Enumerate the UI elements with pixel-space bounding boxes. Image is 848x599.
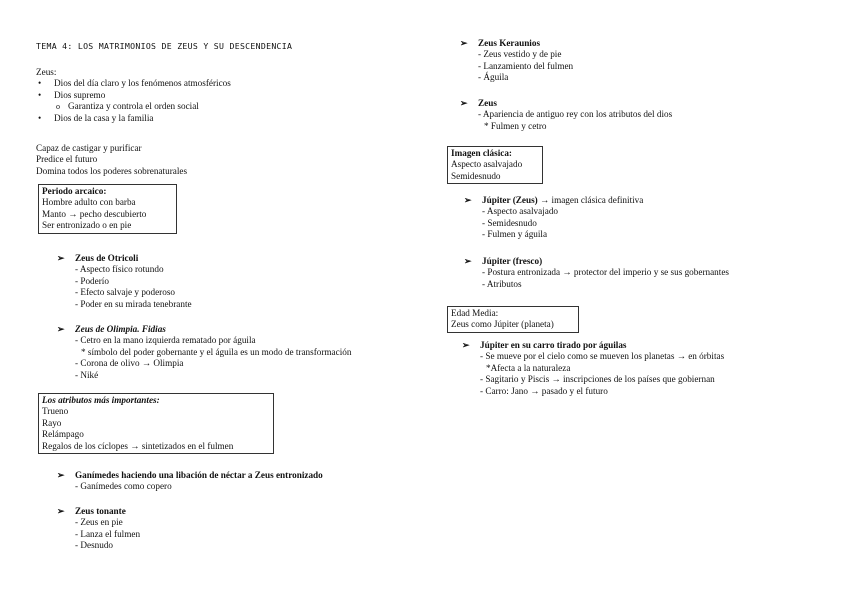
list-item: - Aspecto asalvajado — [482, 206, 559, 217]
list-item: - Lanzamiento del fulmen — [478, 60, 574, 71]
middle-ages-box — [447, 306, 579, 333]
list-item: - Efecto salvaje y poderoso — [75, 287, 176, 298]
zeus-label: Zeus: — [36, 67, 57, 77]
powers-section — [36, 143, 187, 177]
list-item: - Atributos — [482, 278, 522, 289]
list-item: • Dios del día claro y los fenómenos atmosféricos — [36, 78, 231, 89]
attributes-box — [38, 393, 274, 454]
list-item: - Águila — [478, 72, 509, 83]
section-heading: ➢ Júpiter en su carro tirado por águilas — [462, 340, 627, 350]
section-heading: ➢ Ganímedes haciendo una libación de néctar a Zeus entronizado — [57, 470, 323, 480]
text-line: Capaz de castigar y purificar — [36, 143, 142, 153]
list-item: - Fulmen y águila — [482, 229, 548, 240]
list-item: - Semidesnudo — [482, 217, 537, 228]
box-title: Periodo arcaico: — [42, 186, 107, 196]
list-item: - Se mueve por el cielo como se mueven los planetas → en órbitas — [480, 351, 725, 362]
list-item: - Poderío — [75, 275, 109, 286]
text-line: Manto → pecho descubierto — [42, 208, 147, 219]
list-note: *Afecta a la naturaleza — [486, 362, 571, 373]
text-line: Aspecto asalvajado — [451, 159, 523, 170]
jupiter-section — [464, 195, 643, 241]
list-item: - Sagitario y Piscis → inscripciones de los países que gobiernan — [480, 374, 715, 385]
archaic-period-box — [38, 184, 177, 234]
list-item: - Apariencia de antiguo rey con los atributos del dios — [478, 109, 673, 120]
list-item: - Poder en su mirada tenebrante — [75, 298, 192, 309]
zeus-section — [460, 98, 672, 132]
list-item: - Ganímedes como copero — [75, 481, 172, 492]
text-line: Predice el futuro — [36, 154, 98, 165]
list-item: - Zeus vestido y de pie — [478, 49, 562, 60]
section-heading: ➢ Zeus de Otricoli — [57, 253, 139, 263]
chevron-right-icon: ➢ — [57, 506, 65, 516]
classic-image-box — [447, 146, 543, 184]
section-heading: ➢ Zeus Keraunios — [460, 38, 541, 48]
text-line: Semidesnudo — [451, 170, 501, 181]
page-title: TEMA 4: LOS MATRIMONIOS DE ZEUS Y SU DESCENDENCIA — [36, 41, 293, 51]
text-line: Ser entronizado o en pie — [42, 220, 132, 231]
text-line: Relámpago — [42, 429, 84, 440]
chevron-right-icon: ➢ — [460, 38, 468, 48]
section-heading: ➢ Júpiter (Zeus) → imagen clásica definitiva — [464, 195, 644, 205]
section-heading: ➢ Júpiter (fresco) — [464, 256, 543, 266]
chevron-right-icon: ➢ — [57, 470, 65, 480]
keraunios-section — [460, 38, 573, 84]
box-title: Los atributos más importantes: — [42, 395, 160, 405]
section-heading: ➢ Zeus — [460, 98, 497, 108]
text-line: Trueno — [42, 406, 69, 417]
olimpia-section — [57, 324, 351, 381]
text-line: Domina todos los poderes sobrenaturales — [36, 165, 188, 176]
tonante-section — [57, 506, 140, 552]
list-item: - Corona de olivo → Olimpia — [75, 358, 184, 369]
box-title: Imagen clásica: — [451, 148, 512, 158]
chevron-right-icon: ➢ — [464, 256, 472, 266]
list-subitem: o Garantiza y controla el orden social — [36, 101, 231, 112]
box-title: Edad Media: — [451, 308, 499, 318]
chevron-right-icon: ➢ — [464, 195, 472, 205]
fresco-section — [464, 256, 729, 290]
list-item: - Lanza el fulmen — [75, 528, 141, 539]
list-item: - Postura entronizada → protector del imperio y se sus gobernantes — [482, 267, 729, 278]
text-line: Zeus como Júpiter (planeta) — [451, 319, 554, 330]
list-note: * Fulmen y cetro — [484, 120, 547, 131]
list-item: - Carro: Jano → pasado y el futuro — [480, 385, 608, 396]
list-item: - Zeus en pie — [75, 517, 123, 528]
chevron-right-icon: ➢ — [462, 340, 470, 350]
list-item: • Dios supremo — [36, 90, 231, 101]
list-item: • Dios de la casa y la familia — [36, 113, 231, 124]
list-item: - Aspecto físico rotundo — [75, 264, 164, 275]
list-note: * símbolo del poder gobernante y el águila es un modo de transformación — [81, 346, 352, 357]
chevron-right-icon: ➢ — [460, 98, 468, 108]
section-heading: ➢ Zeus tonante — [57, 506, 126, 516]
text-line: Hombre adulto con barba — [42, 197, 136, 208]
list-item: - Desnudo — [75, 540, 114, 551]
intro-section — [36, 67, 231, 124]
text-line: Rayo — [42, 417, 62, 428]
text-line: Regalos de los cíclopes → sintetizados en el fulmen — [42, 440, 234, 451]
carro-section — [462, 340, 724, 397]
chevron-right-icon: ➢ — [57, 324, 65, 334]
otricoli-section — [57, 253, 192, 310]
list-item: - Niké — [75, 369, 99, 380]
list-item: - Cetro en la mano izquierda rematado por águila — [75, 335, 256, 346]
chevron-right-icon: ➢ — [57, 253, 65, 263]
ganimedes-section — [57, 470, 323, 493]
section-heading: ➢ Zeus de Olimpia. Fidias — [57, 324, 166, 334]
